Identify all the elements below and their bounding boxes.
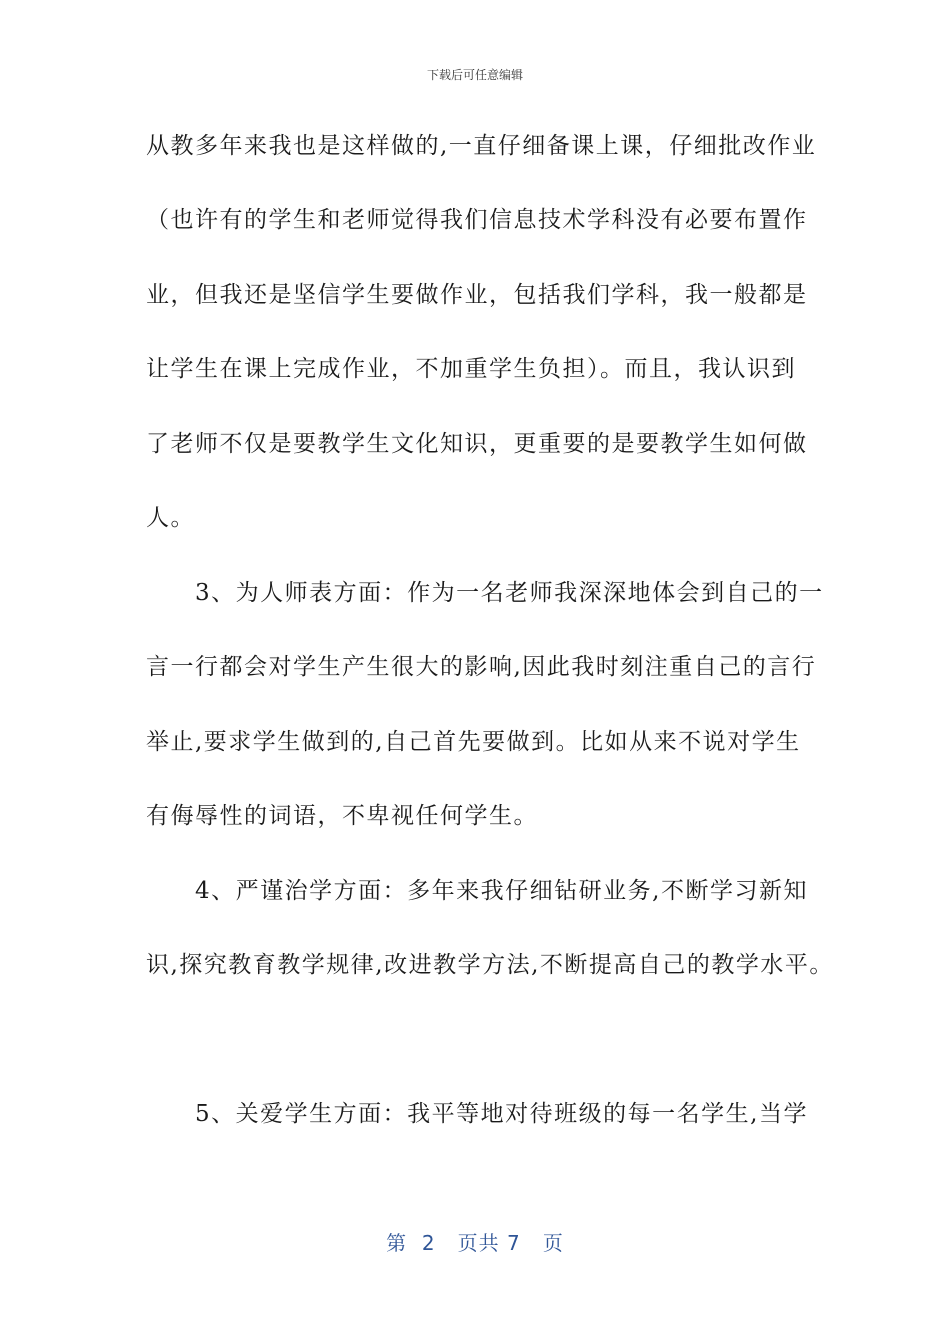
text-line-1: 从教多年来我也是这样做的,一直仔细备课上课，仔细批改作业 — [146, 133, 817, 159]
text-line-9: 举止,要求学生做到的,自己首先要做到。比如从来不说对学生 — [146, 729, 801, 755]
text-line-6: 人。 — [146, 505, 195, 531]
text-line-13: 5、关爱学生方面：我平等地对待班级的每一名学生,当学 — [146, 1101, 808, 1127]
text-line-7: 3、为人师表方面：作为一名老师我深深地体会到自己的一 — [146, 580, 824, 606]
page-number-footer: 第 2 页共 7 页 — [386, 1231, 564, 1255]
text-line-5: 了老师不仅是要教学生文化知识，更重要的是要教学生如何做 — [146, 431, 808, 457]
text-line-12: 识,探究教育教学规律,改进教学方法,不断提高自己的教学水平。 — [146, 952, 834, 978]
text-line-2: （也许有的学生和老师觉得我们信息技术学科没有必要布置作 — [146, 207, 808, 233]
page-header: 下载后可任意编辑 — [426, 68, 523, 82]
text-line-10: 有侮辱性的词语，不卑视任何学生。 — [146, 803, 538, 829]
text-line-3: 业，但我还是坚信学生要做作业，包括我们学科，我一般都是 — [146, 282, 808, 308]
text-line-11: 4、严谨治学方面：多年来我仔细钻研业务,不断学习新知 — [146, 878, 808, 904]
text-line-4: 让学生在课上完成作业，不加重学生负担）。而且，我认识到 — [146, 356, 796, 382]
text-line-8: 言一行都会对学生产生很大的影响,因此我时刻注重自己的言行 — [146, 654, 817, 680]
